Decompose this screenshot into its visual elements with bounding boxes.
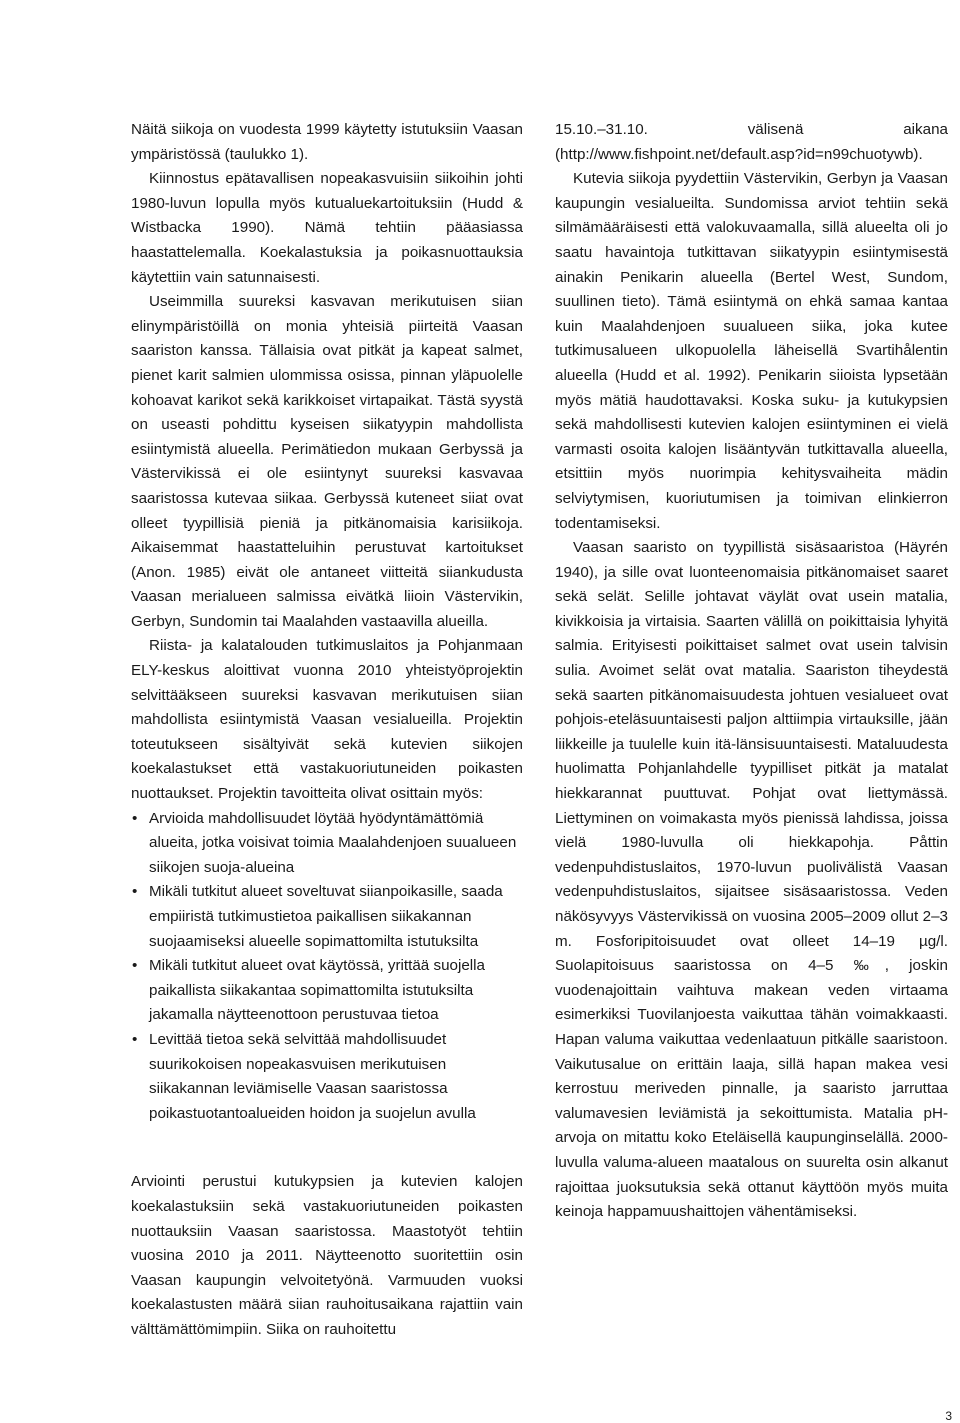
list-item xyxy=(131,954,523,1028)
left-paragraph-3: Useimmilla suureksi kasvavan merikutuisen siian elinympäristöillä on monia yhteisiä piirteitä Vaasan saariston kanssa. Tällaisia ovat pitkät ja kapeat salmet, pienet karit salmien ulommissa osissa, pinnan yläpuolelle kohoavat karikot sekä karikkoiset virtapaikat. Tästä syystä on useasti pohdittu kyseisen siikatyypin mahdollista esiintymistä alueella. Perimätiedon mukaan Gerbyssä ja Västervikissä ei ole esiintynyt suureksi kasvavaa saaristossa kutevaa siikaa. Gerbyssä kuteneet siiat ovat olleet tyypillisiä pieniä ja pitkänomaisia karisiikoja. Aikaisemmat haastatteluihin perustuvat kartoitukset (Anon. 1985) eivät ole antaneet viitteitä siiankudusta Vaasan merialueen salmissa eivätkä liioin Västervikin, Gerbyn, Sundomin tai Maalahden vastaavilla alueilla. xyxy=(131,293,523,630)
list-item-text: Mikäli tutkitut alueet ovat käytössä, yrittää suojella paikallista siikakantaa sopimattomilta istutuksilta jakamalla näytteenottoon perustuvaa tietoa xyxy=(149,957,485,1024)
bullet-icon: • xyxy=(132,957,138,975)
right-paragraph-2: Kutevia siikoja pyydettiin Västervikin, Gerbyn ja Vaasan kaupungin vesialueilta. Sundomissa arviot tehtiin sekä silmämääräisesti että valokuvaamalla, sillä alueelta oli jo saatu havaintoja tutkittavan siikatyypin esiintymisestä ainakin Penikarin alueella (Bertel West, Sundom, suullinen tieto). Tämä esiintymä on ehkä samaa kantaa kuin Maalahdenjoen suualueen siika, joka kutee tutkimusalueen ulkopuolella läheisellä Svartihålentin alueella (Hudd et al. 1992). Penikarin siioista lypsetään myös mätiä haudottavaksi. Koska suku- ja kutukypsien sekä mahdollisesti kutevien kalojen esiintyminen ei vielä varmasti osoita kalojen lisääntyvän tutkittavalla alueella, etsittiin myös nuorimpia kehitysvaiheita mädin selviytymisen, kuoriutumisen ja toimivan elinkierron todentamiseksi. xyxy=(555,170,948,532)
bullet-icon: • xyxy=(132,1030,138,1048)
right-paragraph-3: Vaasan saaristo on tyypillistä sisäsaaristoa (Häyrén 1940), ja sille ovat luonteenomaisia pitkänomaiset saaret sekä selät. Selille johtavat väylät ovat usein matalia, kivikkoisia ja virtaisia. Saarten välillä on poikittaisia lyhyitä salmia. Erityisesti poikittaiset salmet ovat usein talvisin sulia. Avoimet selät ovat matalia. Saariston tiheydestä sekä saarten pitkänomaisuudesta johtuen vesialueet ovat pohjois-eteläsuuntaisesti paljon alttiimpia virtauksille, jään liikkeille ja tuulelle kuin itä-länsisuuntaisesti. Mataluudesta huolimatta Pohjanlahdelle tyypilliset pitkät ja matalat hiekkarannat puuttuvat. Pohjat ovat liettymässä. Liettyminen on voimakasta myös pienissä lahdissa, joissa vielä 1980-luvulla oli hiekkapohja. Påttin vedenpuhdistuslaitos, 1970-luvun puolivälistä Vaasan vedenpuhdistuslaitos, sijaitsee sisäsaaristossa. Veden näkösyvyys Västervikissä on vuosina 2005–2009 ollut 2–3 m. Fosforipitoisuudet ovat olleet 14–19 µg/l. Suolapitoisuus saaristossa on 4–5 ‰, joskin vuodenajoittain vaihtuva makean veden virtaama esimerkiksi Tuovilanjoesta vaikuttaa tähän voimakkaasti. Hapan valuma vaikuttaa vedenlaatuun pitkälle saaristoon. Vaikutusalue on erittäin laaja, sillä hapan makea vesi kerrostuu meriveden pinnalle, ja saaristo jarruttaa valumavesien leviämistä ja sekoittumista. Matalia pH-arvoja on mitattu koko Eteläisellä kaupunginselällä. 2000-luvulla valuma-alueen maatalous on suurelta osin alkanut rajoittaa juoksutuksia sekä ottanut käyttöön myös muita keinoja happamuushaittojen vähentämiseksi. xyxy=(555,539,948,1221)
left-paragraph-5: Arviointi perustui kutukypsien ja kutevien kalojen koekalastuksiin sekä vastakuoriutuneiden poikasten nuottauksiin Vaasan saaristossa. Maastotyöt tehtiin vuosina 2010 ja 2011. Näytteenotto suoritettiin osin Vaasan kaupungin velvoitetyönä. Varmuuden vuoksi koekalastusten määrä siian rauhoitusaikana rajattiin vain välttämättömimpiin. Siika on rauhoitettu xyxy=(131,1173,523,1338)
bullet-icon: • xyxy=(132,883,138,901)
list-item xyxy=(131,807,523,881)
right-paragraph-1: 15.10.–31.10. välisenä aikana (http://www.fishpoint.net/default.asp?id=n99chuotywb). xyxy=(555,121,948,163)
page-number: 3 xyxy=(945,1409,952,1423)
right-column xyxy=(555,118,948,1225)
list-item xyxy=(131,880,523,954)
left-paragraph-1: Näitä siikoja on vuodesta 1999 käytetty istutuksiin Vaasan ympäristössä (taulukko 1). xyxy=(131,121,523,163)
left-paragraph-4: Riista- ja kalatalouden tutkimuslaitos ja Pohjanmaan ELY-keskus aloittivat vuonna 2010 yhteistyöprojektin selvittääkseen suureksi kasvavan merikutuisen siian mahdollista esiintymistä Vaasan vesialueilla. Projektin toteutukseen sisältyivät sekä kutevien siikojen koekalastukset että vastakuoriutuneiden poikasten nuottaukset. Projektin tavoitteita olivat osittain myös: xyxy=(131,637,523,803)
list-item xyxy=(131,1028,523,1126)
left-paragraph-2: Kiinnostus epätavallisen nopeakasvuisiin siikoihin johti 1980-luvun lopulla myös kutualuekartoituksiin (Hudd & Wistbacka 1990). Nämä tehtiin pääasiassa haastattelemalla. Koekalastuksia ja poikasnuottauksia käytettiin vain satunnaisesti. xyxy=(131,170,523,286)
list-item-text: Mikäli tutkitut alueet soveltuvat siianpoikasille, saada empiiristä tutkimustietoa paikallisen siikakannan suojaamiseksi alueelle sopimattomilta istutuksilta xyxy=(149,883,503,950)
section-spacer xyxy=(131,1126,523,1170)
left-column xyxy=(131,118,523,1343)
objectives-list xyxy=(131,807,523,1127)
list-item-text: Levittää tietoa sekä selvittää mahdollisuudet suurikokoisen nopeakasvuisen merikutuisen siikakannan leviämiselle Vaasan saaristossa poikastuotantoalueiden hoidon ja suojelun avulla xyxy=(149,1030,476,1122)
bullet-icon: • xyxy=(132,809,138,827)
list-item-text: Arvioida mahdollisuudet löytää hyödyntämättömiä alueita, jotka voisivat toimia Maalahdenjoen suualueen siikojen suoja-alueina xyxy=(149,809,517,876)
